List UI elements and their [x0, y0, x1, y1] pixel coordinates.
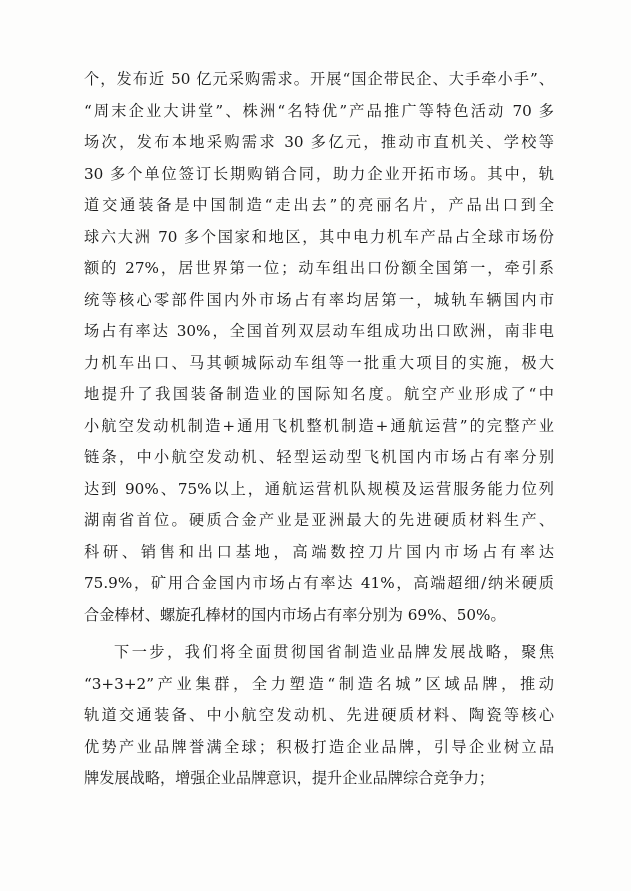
- text-line: “3+3+2”产业集群，全力塑造“制造名城”区域品牌，推动: [84, 674, 554, 693]
- paragraph-2: [84, 637, 554, 795]
- text-line: 优势产业品牌誉满全球；积极打造企业品牌，引导企业树立品: [84, 737, 554, 756]
- text-line: 个，发布近 50 亿元采购需求。开展“国企带民企、大手牵小手”、: [84, 70, 554, 88]
- text-line: “周末企业大讲堂”、株洲“名特优”产品推广等特色活动 70 多: [84, 101, 554, 120]
- text-line: 统等核心零部件国内外市场占有率均居第一，城轨车辆国内市: [84, 290, 554, 309]
- text-line: 30 多个单位签订长期购销合同，助力企业开拓市场。其中，轨: [84, 164, 554, 183]
- text-line: 链条，中小航空发动机、轻型运动型飞机国内市场占有率分别: [84, 448, 554, 466]
- body-text: [84, 64, 554, 795]
- text-line: 场次，发布本地采购需求 30 多亿元，推动市直机关、学校等: [84, 133, 554, 151]
- text-line: 球六大洲 70 多个国家和地区，其中电力机车产品占全球市场份: [84, 227, 554, 246]
- text-line: 小航空发动机制造+通用飞机整机制造+通航运营”的完整产业: [84, 416, 554, 435]
- text-line: 地提升了我国装备制造业的国际知名度。航空产业形成了“中: [84, 385, 554, 403]
- paragraph-1: [84, 64, 554, 631]
- text-line: 科研、销售和出口基地，高端数控刀片国内市场占有率达: [84, 542, 554, 561]
- text-line: 75.9%，矿用合金国内市场占有率达 41%，高端超细/纳米硬质: [84, 574, 554, 592]
- text-line: 达到 90%、75%以上，通航运营机队规模及运营服务能力位列: [84, 479, 554, 498]
- text-line: 合金棒材、螺旋孔棒材的国内市场占有率分别为 69%、50%。: [84, 605, 506, 624]
- text-line: 轨道交通装备、中小航空发动机、先进硬质材料、陶瓷等核心: [84, 706, 554, 724]
- text-line: 湖南省首位。硬质合金产业是亚洲最大的先进硬质材料生产、: [84, 511, 554, 529]
- text-line: 牌发展战略，增强企业品牌意识，提升企业品牌综合竞争力；: [84, 769, 495, 787]
- text-line: 下一步，我们将全面贯彻国省制造业品牌发展战略，聚焦: [114, 643, 554, 661]
- text-line: 额的 27%，居世界第一位；动车组出口份额全国第一，牵引系: [84, 259, 554, 277]
- text-line: 道交通装备是中国制造“走出去”的亮丽名片，产品出口到全: [84, 196, 554, 214]
- text-line: 场占有率达 30%，全国首列双层动车组成功出口欧洲，南非电: [84, 322, 554, 340]
- text-line: 力机车出口、马其顿城际动车组等一批重大项目的实施，极大: [84, 353, 554, 372]
